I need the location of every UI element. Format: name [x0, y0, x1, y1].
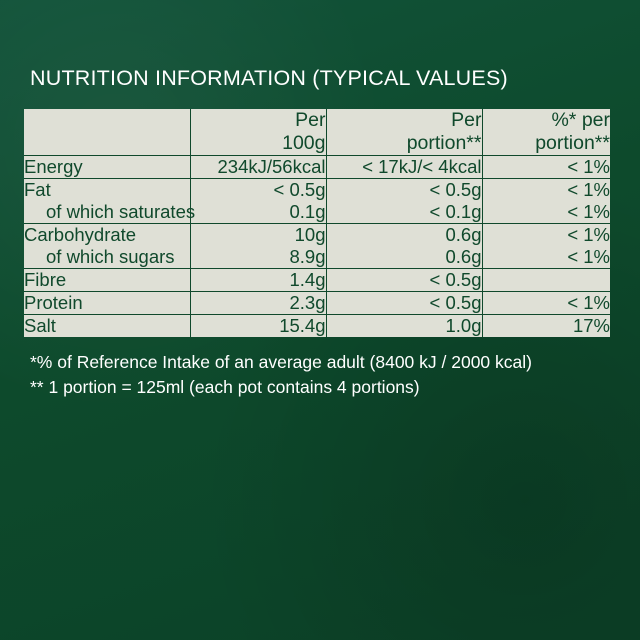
header-cell-pct-portion — [482, 109, 610, 156]
footnote-reference-intake: *% of Reference Intake of an average adult (8400 kJ / 2000 kcal) — [30, 352, 532, 372]
row-label: Protein — [24, 292, 190, 315]
table-row — [24, 179, 610, 202]
row-pct-portion: < 1% — [567, 246, 610, 267]
table-header-row — [24, 109, 610, 156]
row-pct-portion: < 1% — [482, 292, 610, 315]
header-cell-per-portion — [326, 109, 482, 156]
header-per-100g-line1: Per — [295, 109, 326, 131]
row-per-100g: 0.1g — [190, 201, 326, 224]
row-per-portion: 0.6g — [326, 246, 482, 269]
row-label: Salt — [24, 315, 190, 338]
row-per-portion: 1.0g — [326, 315, 482, 338]
row-pct-portion: < 1% — [482, 156, 610, 179]
table-row — [24, 246, 610, 269]
row-label: Energy — [24, 156, 190, 179]
table-row — [24, 315, 610, 338]
row-pct-portion: 17% — [482, 315, 610, 338]
row-label: Fibre — [24, 269, 190, 292]
row-pct-portion: < 1% — [482, 179, 610, 202]
table-row — [24, 224, 610, 247]
header-per-portion-line2: portion** — [406, 132, 482, 154]
nutrition-content — [24, 66, 616, 401]
page-title: NUTRITION INFORMATION (TYPICAL VALUES) — [30, 66, 508, 90]
nutrition-table — [24, 109, 610, 337]
row-per-portion: < 17kJ/< 4kcal — [326, 156, 482, 179]
row-per-100g: 10g — [190, 224, 326, 247]
footnotes — [30, 350, 616, 401]
row-per-100g: 8.9g — [190, 246, 326, 269]
row-per-portion: 0.6g — [326, 224, 482, 247]
table-row — [24, 269, 610, 292]
header-per-portion-line1: Per — [451, 109, 482, 131]
header-pct-portion-line1: %* per — [551, 109, 610, 131]
row-per-100g: 234kJ/56kcal — [190, 156, 326, 179]
table-row — [24, 201, 610, 224]
row-pct-portion: < 1% — [482, 224, 610, 247]
row-per-100g: 15.4g — [190, 315, 326, 338]
row-per-100g: 2.3g — [190, 292, 326, 315]
row-per-portion: < 0.5g — [326, 269, 482, 292]
row-pct-portion — [482, 269, 610, 292]
header-cell-name — [24, 109, 190, 156]
header-pct-portion-line2: portion** — [535, 132, 610, 154]
row-label: Fat — [24, 179, 190, 202]
header-per-100g-line2: 100g — [282, 132, 326, 154]
row-per-100g: < 0.5g — [190, 179, 326, 202]
row-label: of which sugars — [24, 246, 190, 269]
footnote-portion-size: ** 1 portion = 125ml (each pot contains 4 portions) — [30, 377, 420, 398]
row-per-portion: < 0.1g — [326, 201, 482, 224]
table-row — [24, 292, 610, 315]
row-label: of which saturates — [24, 201, 190, 224]
row-pct-portion: < 1% — [567, 201, 610, 222]
row-per-portion: < 0.5g — [326, 179, 482, 202]
row-label: Carbohydrate — [24, 224, 190, 247]
header-cell-per-100g — [190, 109, 326, 156]
row-per-portion: < 0.5g — [326, 292, 482, 315]
row-per-100g: 1.4g — [190, 269, 326, 292]
table-row — [24, 156, 610, 179]
